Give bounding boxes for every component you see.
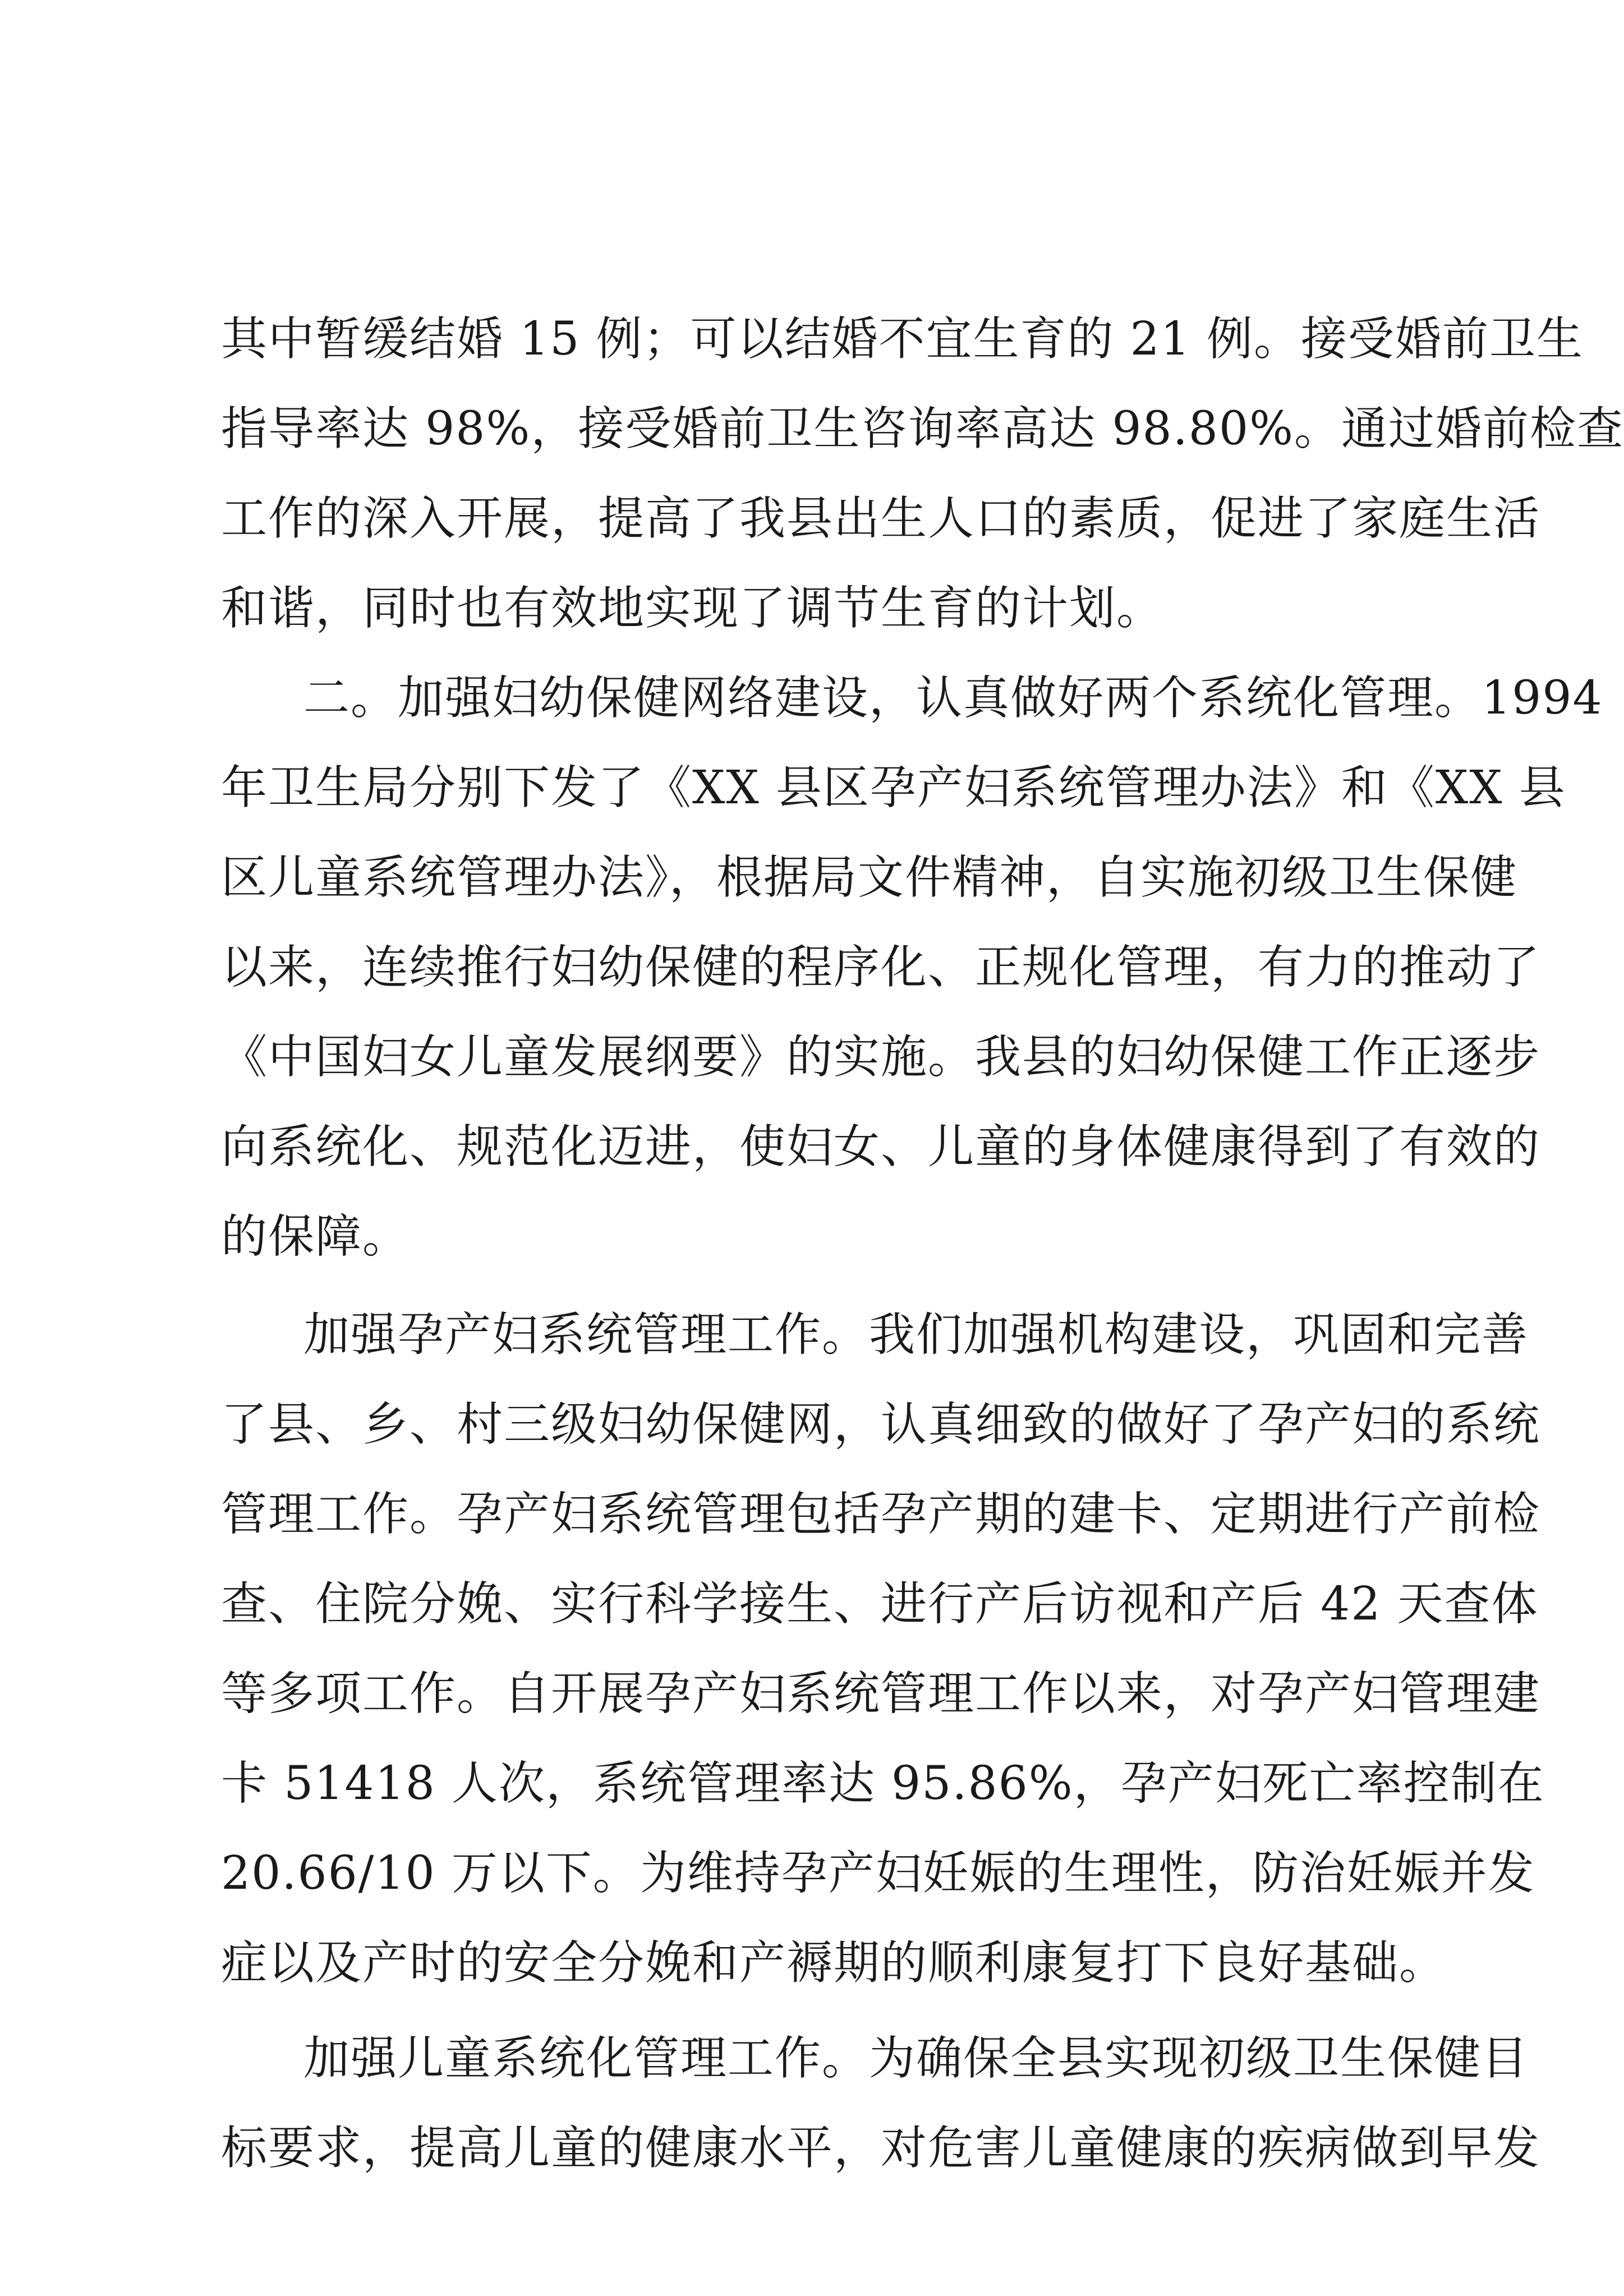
text-line: 和谐，同时也有效地实现了调节生育的计划。 (221, 582, 1164, 635)
text-line: 查、住院分娩、实行科学接生、进行产后访视和产后 42 天查体 (221, 1577, 1539, 1631)
text-line: 20.66/10 万以下。为维持孕产妇妊娠的生理性，防治妊娠并发 (221, 1847, 1535, 1900)
text-line: 等多项工作。自开展孕产妇系统管理工作以来，对孕产妇管理建 (221, 1667, 1541, 1720)
text-line: 以来，连续推行妇幼保健的程序化、正规化管理，有力的推动了 (221, 941, 1541, 994)
text-line: 工作的深入开展，提高了我县出生人口的素质，促进了家庭生活 (221, 492, 1541, 545)
paragraph-start: 加强孕产妇系统管理工作。我们加强机构建设，巩固和完善 (303, 1308, 1529, 1361)
text-line: 的保障。 (221, 1210, 410, 1263)
text-line: 症以及产时的安全分娩和产褥期的顺利康复打下良好基础。 (221, 1936, 1447, 1990)
text-line: 了县、乡、村三级妇幼保健网，认真细致的做好了孕产妇的系统 (221, 1398, 1541, 1451)
text-line: 标要求，提高儿童的健康水平，对危害儿童健康的疾病做到早发 (221, 2122, 1541, 2175)
text-line: 管理工作。孕产妇系统管理包括孕产期的建卡、定期进行产前检 (221, 1488, 1541, 1541)
paragraph-start: 加强儿童系统化管理工作。为确保全县实现初级卫生保健目 (303, 2032, 1529, 2085)
text-line: 其中暂缓结婚 15 例；可以结婚不宜生育的 21 例。接受婚前卫生 (221, 312, 1584, 366)
text-line: 向系统化、规范化迈进，使妇女、儿童的身体健康得到了有效的 (221, 1120, 1541, 1174)
text-line: 区儿童系统管理办法》，根据局文件精神，自实施初级卫生保健 (221, 851, 1518, 904)
text-line: 指导率达 98%，接受婚前卫生咨询率高达 98.80%。通过婚前检查 (221, 402, 1624, 455)
text-line: 《中国妇女儿童发展纲要》的实施。我县的妇幼保健工作正逐步 (221, 1030, 1541, 1084)
section-heading: 二。加强妇幼保健网络建设，认真做好两个系统化管理。1994 (303, 671, 1603, 725)
text-line: 年卫生局分别下发了《XX 县区孕产妇系统管理办法》和《XX 县 (221, 761, 1566, 815)
text-line: 卡 51418 人次，系统管理率达 95.86%，孕产妇死亡率控制在 (221, 1757, 1545, 1810)
